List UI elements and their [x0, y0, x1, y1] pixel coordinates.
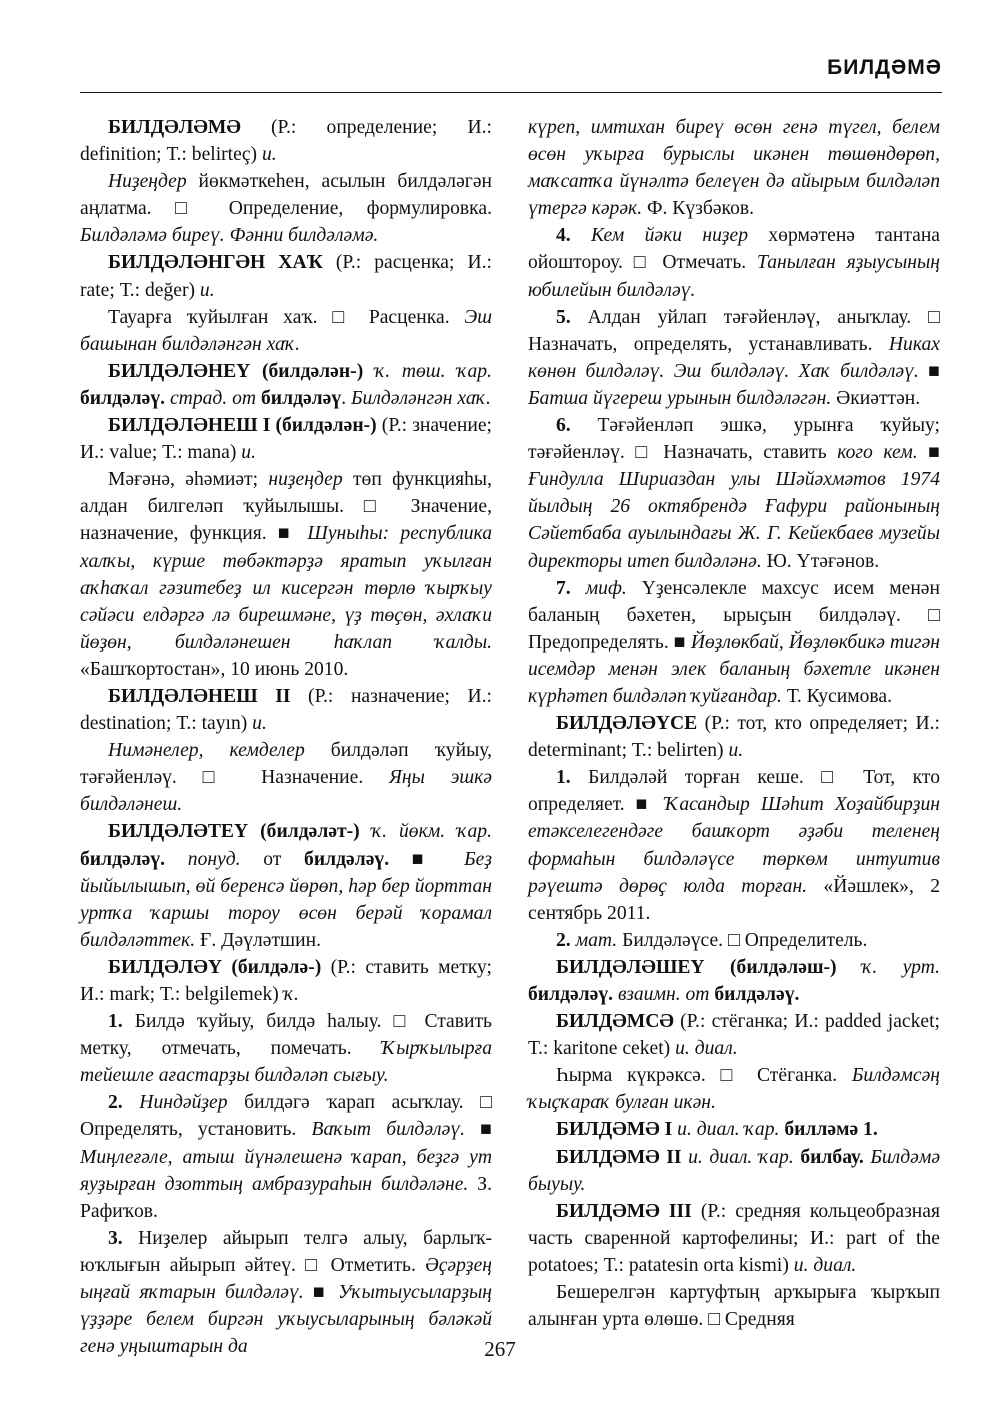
dictionary-paragraph: Ниҙеңдер йөкмәткеһен, асылын билдәләгән аңлатма. □ Определение, формулировка. Билдәләмә биреү. Фәнни билдәләмә. — [80, 171, 492, 247]
left-column — [80, 114, 492, 1360]
page-number: 267 — [484, 1337, 516, 1361]
dictionary-paragraph: 6. Тәғәйенләп эшкә, урынға ҡуйыу; тәғәйенләү. □ Назначать, ставить кого кем. ■ Ғиндулла Шириаздан улы Шәйәхмәтов 1974 йылдың 26 октябрендә Ғафури районының Сәйетбаба ауылындағы Ж. Г. Кейекбаев музейы директоры итеп билдәләнә. Ю. Үтәғәнов. — [528, 415, 941, 572]
dictionary-paragraph: 2. Ниндәйҙер билдәгә ҡарап асыҡлау. □ Определять, установить. Ваҡыт билдәләү. ■ Миңлеғәле, атыш йүнәлешенә ҡарап, беҙгә ут яуҙырған дзоттың амбразураһын билдәләне. З. Рафиҡов. — [80, 1092, 492, 1222]
dictionary-paragraph: Мәғәнә, әһәмиәт; ниҙеңдер төп функцияһы, алдан билгеләп ҡуйылышы. □ Значение, назначение, функция. ■ Шуныһы: республика халҡы, күрше төбәктәрҙә яратып уҡылған аҡһаҡал гәзитебеҙ ил кисергән төрлө ҡырҡыу сәйәси елдәргә лә бирешмәне, үҙ төҫөн, әхлаҡи йөҙөн, билдәләнешен һаҡлап ҡалды. «Башҡортостан», 10 июнь 2010. — [80, 469, 493, 680]
dictionary-paragraph: БИЛДӘМӘ III (Р.: средняя кольцеобразная часть сваренной картофелины; И.: part of the potatoes; Т.: patatesin orta kismi) и. диал. — [528, 1200, 940, 1276]
dictionary-paragraph: БИЛДӘЛӘНЕҮ (билдәлән-) ҡ. төш. ҡар. билдәләү. страд. от билдәләү. Билдәләнгән хаҡ. — [80, 360, 492, 409]
dictionary-paragraph: 5. Алдан уйлап тәғәйенләү, аныҡлау. □ Назначать, определять, устанавливать. Никах көнөн билдәләү. Эш билдәләү. Хаҡ билдәләү. ■ Батша йүгереш урынын билдәләгән. Әкиәттән. — [528, 306, 940, 409]
dictionary-paragraph: 1. Билдәләй торған кеше. □ Тот, кто определяет. ■ Ҡасандыр Шәһит Хоҙайбирҙин етәкселегендәге башҡорт әҙәби теленең формаһын билдәләүсе төркөм интуитив рәүештә дөрөҫ юлда торған. «Йәшлек», 2 сентябрь 2011. — [528, 767, 941, 924]
running-head: БИЛДӘМӘ — [827, 56, 942, 79]
dictionary-paragraph: Нимәнелер, кемделер билдәләп ҡуйыу, тәғәйенләү. □ Назначение. Яңы эшкә билдәләнеш. — [80, 740, 492, 816]
dictionary-paragraph: Бешерелгән картуфтың арҡырыға ҡырҡып алынған урта өлөшө. □ Средняя — [528, 1282, 940, 1331]
dictionary-paragraph: БИЛДӘЛӘҮ (билдәлә-) (Р.: ставить метку; И.: mark; Т.: belgilemek) ҡ. — [80, 956, 493, 1005]
dictionary-paragraph: БИЛДӘМСӘ (Р.: стёганка; И.: padded jacket; Т.: karitone ceket) и. диал. — [528, 1011, 940, 1060]
dictionary-paragraph: БИЛДӘМӘ II и. диал. ҡар. билбау. Билдәмә быуыу. — [528, 1146, 941, 1195]
header-rule — [80, 92, 942, 93]
dictionary-paragraph: БИЛДӘЛӘНЕШ II (Р.: назначение; И.: destination; Т.: tayın) и. — [80, 685, 492, 735]
dictionary-paragraph: 7. миф. Үҙенсәлекле махсус исем менән баланың бәхетен, ырыҫын билдәләү. □ Предопределять. ■ Йөҙлөкбай, Йөҙлөкбикә тигән исемдәр менән элек баланың бәхетле икәнен күрһәтеп билдәләп ҡуйғандар. Т. Кусимова. — [528, 577, 940, 707]
dictionary-paragraph: БИЛДӘЛӘШЕҮ (билдәләш-) ҡ. урт. билдәләү. взаимн. от билдәләү. — [528, 956, 940, 1005]
dictionary-paragraph: БИЛДӘЛӘМӘ (Р.: определение; И.: definition; Т.: belirteç) и. — [80, 117, 492, 166]
dictionary-paragraph: Һырма күкрәксә. □ Стёганка. Билдәмсәң ҡыҫҡараҡ булған икән. — [528, 1065, 940, 1114]
dictionary-paragraph: 2. мат. Билдәләүсе. □ Определитель. — [556, 929, 868, 951]
dictionary-paragraph: 1. Билдә ҡуйыу, билдә һалыу. □ Ставить метку, отмечать, помечать. Ҡырҡылырға тейешле ағастарҙы билдәләп сығыу. — [80, 1011, 492, 1087]
dictionary-paragraph: күреп, имтихан биреү өсөн генә түгел, белем өсөн уҡырға бурыслы икәнен төшөндөрөп, маҡсатҡа йүнәлтә белеүен дә айырым билдәләп үтергә кәрәк. Ф. Күзбәков. — [528, 117, 940, 220]
dictionary-paragraph: 3. Ниҙелер айырып телгә алыу, барлыҡ-юҡлығын айырып әйтеү. □ Отметить. Әҫәрҙең ыңғай яҡтарын билдәләү. ■ Уҡытыусыларҙың үҙҙәре белем биргән уҡыусыларының бәләкәй генә уңыштарын да — [80, 1227, 492, 1358]
dictionary-paragraph: БИЛДӘЛӘНГӘН ХАҠ (Р.: расценка; И.: rate; Т.: değer) и. — [80, 252, 492, 301]
right-column — [528, 114, 940, 1333]
dictionary-paragraph: БИЛДӘЛӘНЕШ I (билдәлән-) (Р.: значение; И.: value; Т.: mana) и. — [80, 415, 492, 464]
dictionary-paragraph: Тауарға ҡуйылған хаҡ. □ Расценка. Эш башынан билдәләнгән хаҡ. — [80, 306, 492, 355]
dictionary-paragraph: БИЛДӘЛӘТЕҮ (билдәләт-) ҡ. йөкм. ҡар. билдәләү. понуд. от билдәләү. ■ Беҙ йыйылышып, өй беренсә йөрөп, һәр бер йорттан уртҡа ҡаршы тороу өсөн берәй ҡорамал билдәләттек. Ғ. Дәүләтшин. — [80, 821, 493, 951]
dictionary-paragraph: 4. Кем йәки ниҙер хөрмәтенә тантана ойоштороу. □ Отмечать. Танылған яҙыусының юбилейын билдәләү. — [528, 225, 940, 301]
dictionary-paragraph: БИЛДӘМӘ I и. диал. ҡар. билләмә 1. — [556, 1119, 878, 1141]
dictionary-paragraph: БИЛДӘЛӘҮСЕ (Р.: тот, кто определяет; И.: determinant; Т.: belirten) и. — [528, 713, 940, 762]
